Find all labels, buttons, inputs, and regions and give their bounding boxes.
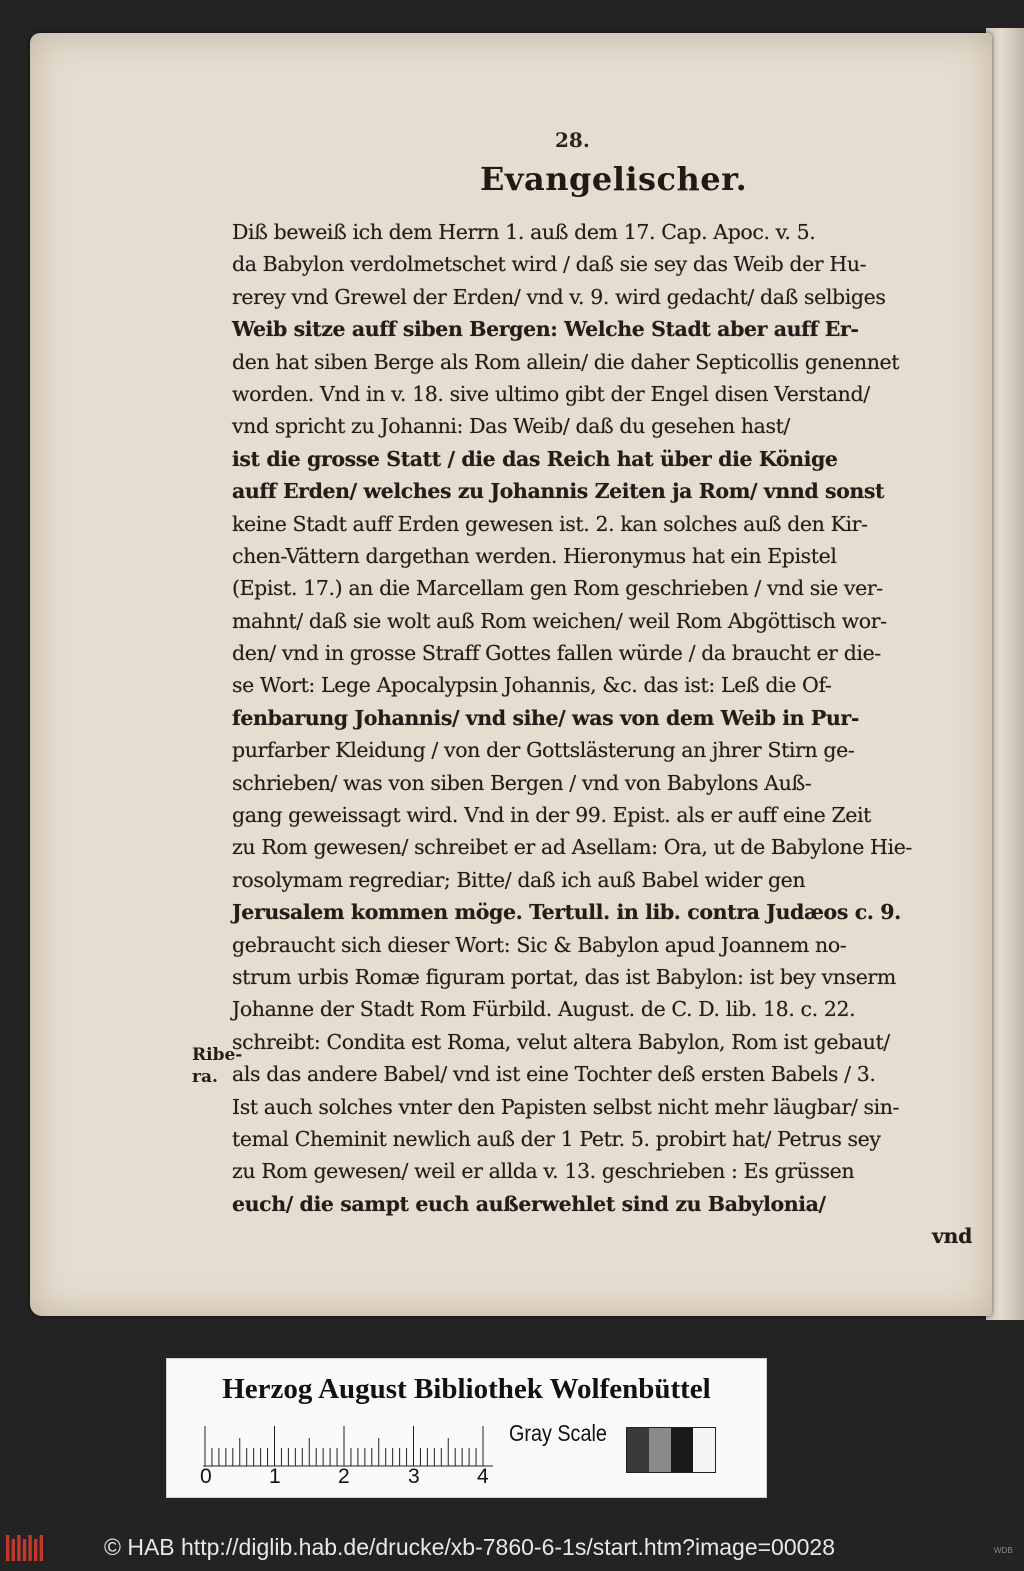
text-line: auff Erden/ welches zu Johannis Zeiten ja Rom/ vnnd sonst <box>232 479 885 504</box>
text-line: Johanne der Stadt Rom Fürbild. August. de C. D. lib. 18. c. 22. <box>232 997 856 1022</box>
ruler-scale <box>203 1419 493 1467</box>
text-line: zu Rom gewesen/ schreibet er ad Asellam: Ora, ut de Babylone Hie- <box>232 835 912 860</box>
gray-swatch <box>627 1428 649 1472</box>
text-line: ist die grosse Statt / die das Reich hat über die Könige <box>232 446 838 471</box>
text-line: rerey vnd Grewel der Erden/ vnd v. 9. wird gedacht/ daß selbiges <box>232 284 886 309</box>
logo-bar <box>28 1535 31 1561</box>
text-line: Diß beweiß ich dem Herrn 1. auß dem 17. Cap. Apoc. v. 5. <box>232 220 816 244</box>
logo-bar <box>12 1539 15 1561</box>
text-line: den hat siben Berge als Rom allein/ die daher Septicollis genennet <box>232 349 900 374</box>
library-title: Herzog August Bibliothek Wolfenbüttel <box>222 1373 711 1405</box>
gray-swatch <box>649 1428 671 1472</box>
logo-bar <box>17 1535 20 1561</box>
catchword: vnd <box>932 1224 972 1249</box>
text-line: (Epist. 17.) an die Marcellam gen Rom geschrieben / vnd sie ver- <box>232 576 883 601</box>
text-line: den/ vnd in grosse Straff Gottes fallen würde / da braucht er die- <box>232 641 881 666</box>
margin-note: Ribe-ra. <box>192 1045 243 1087</box>
text-line: schrieben/ was von siben Bergen / vnd von Babylons Auß- <box>232 770 812 795</box>
text-line: mahnt/ daß sie wolt auß Rom weichen/ weil Rom Abgöttisch wor- <box>232 608 887 633</box>
logo-bar <box>34 1539 37 1561</box>
text-line: euch/ die sampt euch außerwehlet sind zu Babylonia/ <box>232 1191 826 1216</box>
grayscale-label: Gray Scale <box>509 1420 607 1446</box>
logo-bar <box>23 1539 26 1561</box>
footer-mark: WDB <box>994 1546 1013 1555</box>
text-line: schreibt: Condita est Roma, velut altera Babylon, Rom ist gebaut/ <box>232 1029 890 1054</box>
text-line: gang geweissagt wird. Vnd in der 99. Epist. als er auff eine Zeit <box>232 803 872 828</box>
section-heading: Evangelischer. <box>480 160 748 198</box>
text-line: worden. Vnd in v. 18. sive ultimo gibt der Engel disen Verstand/ <box>232 381 870 406</box>
text-line: Weib sitze auff siben Bergen: Welche Stadt aber auff Er- <box>232 317 859 342</box>
text-line: strum urbis Romæ figuram portat, das ist Babylon: ist bey vnserm <box>232 964 896 989</box>
hab-logo-icon <box>4 1533 46 1563</box>
text-line: chen-Vättern dargethan werden. Hieronymus hat ein Epistel <box>232 543 837 568</box>
ruler-label: 4 <box>477 1465 489 1488</box>
text-line: zu Rom gewesen/ weil er allda v. 13. geschrieben : Es grüssen <box>232 1159 855 1184</box>
text-line: temal Cheminit newlich auß der 1 Petr. 5. probirt hat/ Petrus sey <box>232 1126 881 1151</box>
text-line: rosolymam regrediar; Bitte/ daß ich auß Babel wider gen <box>232 867 806 892</box>
grayscale-strip <box>626 1427 716 1473</box>
text-line: gebraucht sich dieser Wort: Sic & Babylon apud Joannem no- <box>232 932 847 957</box>
text-line: se Wort: Lege Apocalypsin Johannis, &c. das ist: Leß die Of- <box>232 673 832 698</box>
gray-swatch <box>693 1428 715 1472</box>
text-line: als das andere Babel/ vnd ist eine Tochter deß ersten Babels / 3. <box>232 1062 876 1087</box>
text-line: fenbarung Johannis/ vnd sihe/ was von dem Weib in Pur- <box>232 705 859 730</box>
ruler-label: 3 <box>408 1465 420 1488</box>
text-body <box>232 216 972 1253</box>
logo-bar <box>6 1535 9 1561</box>
ruler-label: 0 <box>200 1465 212 1488</box>
page-number: 28. <box>555 128 590 152</box>
text-line: da Babylon verdolmetschet wird / daß sie sey das Weib der Hu- <box>232 252 867 277</box>
text-line: Jerusalem kommen möge. Tertull. in lib. contra Judæos c. 9. <box>232 900 901 925</box>
text-line: vnd spricht zu Johanni: Das Weib/ daß du gesehen hast/ <box>232 414 790 439</box>
footer-copyright-url[interactable]: © HAB http://diglib.hab.de/drucke/xb-7860-6-1s/start.htm?image=00028 <box>104 1534 836 1560</box>
text-line: keine Stadt auff Erden gewesen ist. 2. kan solches auß den Kir- <box>232 511 868 536</box>
text-line: Ist auch solches vnter den Papisten selbst nicht mehr läugbar/ sin- <box>232 1094 900 1119</box>
gray-swatch <box>671 1428 693 1472</box>
text-line: purfarber Kleidung / von der Gottslästerung an jhrer Stirn ge- <box>232 738 855 763</box>
ruler-label: 1 <box>269 1465 281 1488</box>
ruler-label: 2 <box>338 1465 350 1488</box>
logo-bar <box>40 1535 43 1561</box>
